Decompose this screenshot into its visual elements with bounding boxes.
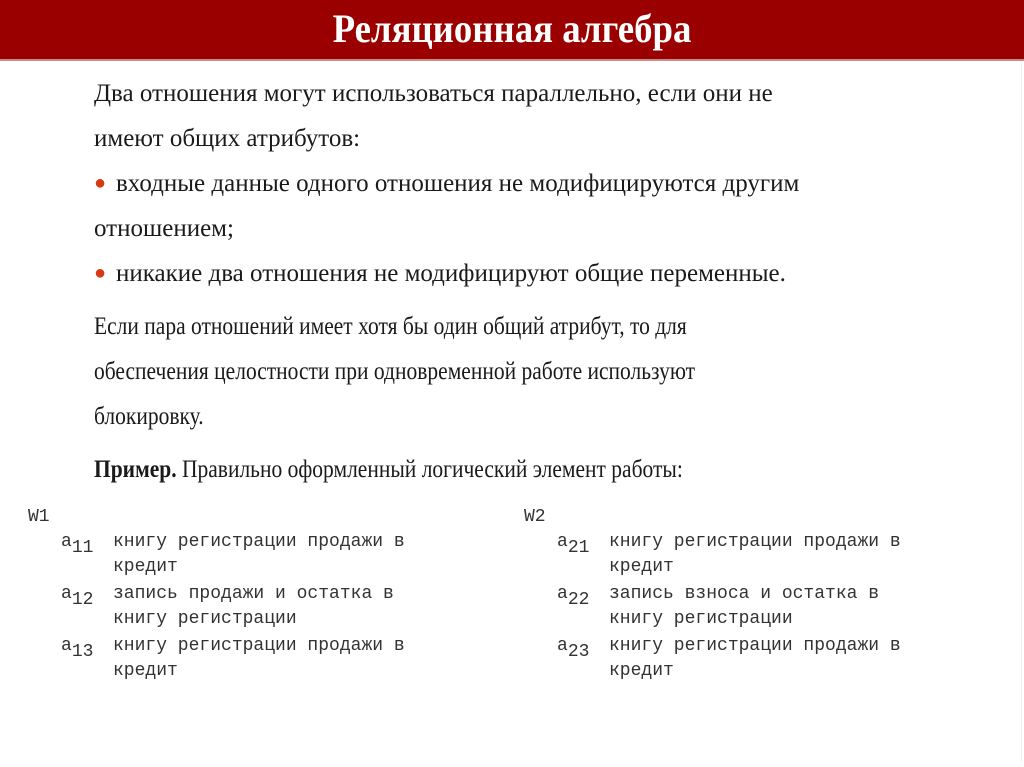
bullet-dot-icon: ● (94, 262, 107, 284)
action-text-cont: кредит (113, 661, 178, 681)
action-id: $a_{22}$ (557, 584, 590, 610)
action-id: $a_{12}$ (61, 584, 94, 610)
action-text: книгу регистрации продажи в (609, 532, 901, 552)
action-id: $a_{21}$ (557, 532, 590, 558)
work-unit-label: W2 (524, 507, 546, 527)
title-bar (0, 0, 1024, 61)
bullet-item-1-text: входные данные одного отношения не модифицируются другим (116, 170, 800, 197)
action-item (524, 581, 901, 633)
action-text: запись продажи и остатка в (113, 584, 394, 604)
bullet-item-1 (94, 161, 954, 206)
locking-text-1: Если пара отношений имеет хотя бы один общий атрибут, то для (94, 313, 687, 340)
action-text-cont: кредит (609, 661, 674, 681)
bullet-item-1-cont: отношением; (94, 215, 234, 242)
action-text-cont: книгу регистрации (113, 609, 297, 629)
example-label: Пример. (94, 456, 177, 483)
action-text-cont: кредит (113, 557, 178, 577)
bullet-item-2-text: никакие два отношения не модифицируют общие переменные. (116, 260, 786, 287)
bullet-dot-icon: ● (94, 172, 107, 194)
intro-line-2: имеют общих атрибутов: (94, 125, 361, 152)
locking-text-3: блокировку. (94, 403, 204, 430)
work-unit-label: W1 (28, 507, 50, 527)
action-text-cont: кредит (609, 557, 674, 577)
example-heading-inner (94, 447, 683, 492)
action-item (524, 633, 901, 685)
work-unit-w1 (28, 505, 405, 685)
action-item (28, 633, 405, 685)
action-text-cont: книгу регистрации (609, 609, 793, 629)
work-unit-w2 (524, 505, 901, 685)
action-text: книгу регистрации продажи в (113, 532, 405, 552)
action-text: запись взноса и остатка в (609, 584, 880, 604)
action-id: $a_{13}$ (61, 636, 94, 662)
locking-paragraph-line-2 (94, 349, 954, 394)
frame-border (1021, 62, 1022, 762)
action-id: $a_{23}$ (557, 636, 590, 662)
action-text: книгу регистрации продажи в (609, 636, 901, 656)
action-text: книгу регистрации продажи в (113, 636, 405, 656)
slide-body (94, 71, 954, 492)
intro-line-1: Два отношения могут использоваться параллельно, если они не (94, 80, 773, 107)
locking-paragraph-line-3 (94, 394, 954, 439)
action-id: $a_{11}$ (61, 532, 94, 558)
locking-text-2: обеспечения целостности при одновременной работе используют (94, 358, 696, 385)
action-item (524, 529, 901, 581)
slide-title: Реляционная алгебра (332, 6, 692, 51)
example-text: Правильно оформленный логический элемент работы: (176, 456, 683, 483)
action-item (28, 581, 405, 633)
action-item (28, 529, 405, 581)
bullet-item-2 (94, 251, 954, 296)
example-heading (94, 447, 954, 492)
locking-paragraph-line-1 (94, 304, 954, 349)
